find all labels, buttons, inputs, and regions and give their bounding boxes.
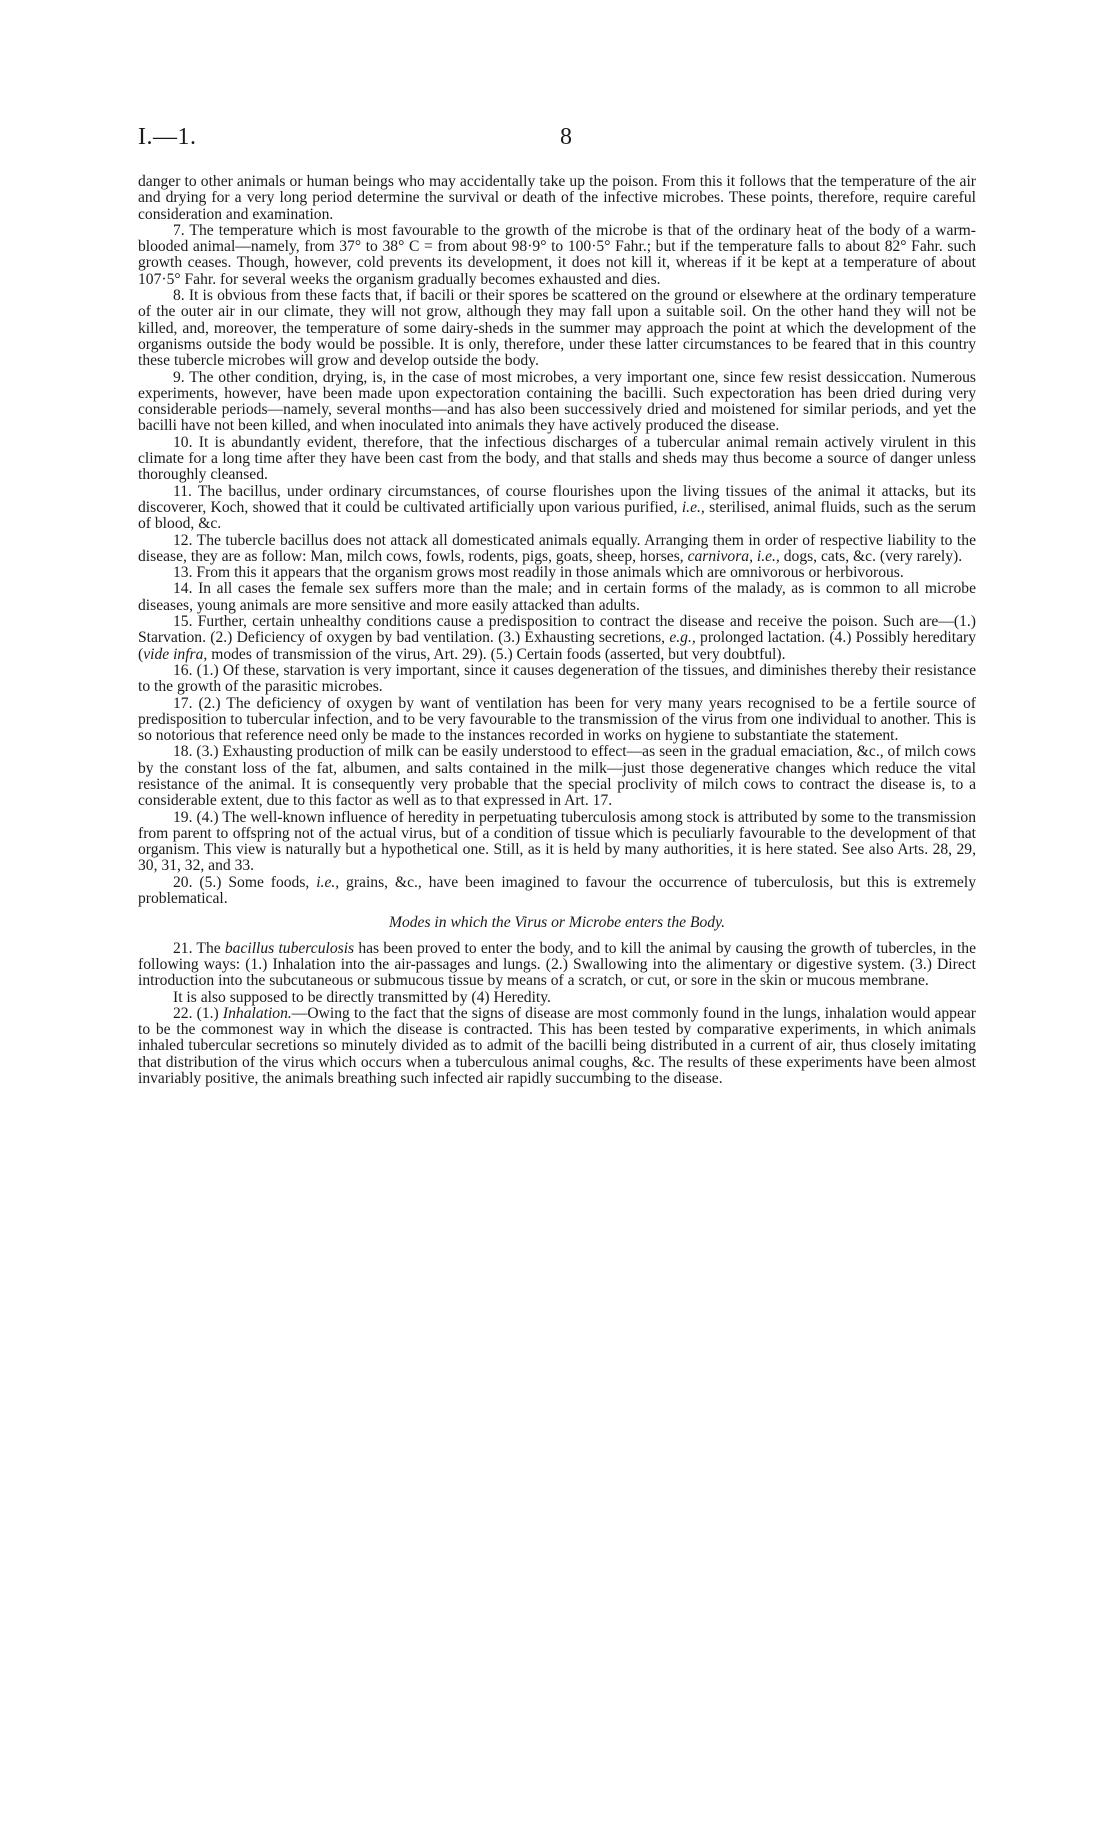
paragraph-12 (138, 533, 976, 566)
paragraph-11 (138, 484, 976, 533)
paragraph-16: 16. (1.) Of these, starvation is very important, since it causes degeneration of the tissues, and diminishes thereby their resistance to the growth of the parasitic microbes. (138, 661, 976, 696)
paragraph-20-text-a: 20. (5.) Some foods, (173, 873, 317, 891)
paragraph-17: 17. (2.) The deficiency of oxygen by want of ventilation has been for very many years recognised to be a fertile source of predisposition to tubercular infection, and to be very favourable to the transmission of the virus from one individual to another. This is so notorious that reference need only be made to the instances recorded in works on hygiene to substantiate the statement. (138, 694, 976, 745)
paragraph-21 (138, 941, 976, 990)
paragraph-7: 7. The temperature which is most favourable to the growth of the microbe is that of the ordinary heat of the body of a warm-blooded animal—namely, from 37° to 38° C = from about 98·9° to 100·5° Fahr.; but if the temperature falls to about 82° Fahr. such growth ceases. Though, however, cold prevents its development, it does not kill it, whereas if it be kept at a temperature of about 107·5° Fahr. for several weeks the organism gradually becomes exhausted and dies. (138, 221, 976, 288)
paragraph-22 (138, 1006, 976, 1087)
document-reference: I.—1. (138, 124, 197, 150)
paragraph-15 (138, 614, 976, 663)
paragraph-12-italic: carnivora, i.e., (687, 547, 780, 565)
paragraph-21-text-a: 21. The (173, 939, 225, 957)
paragraph-11-text-b: sterilised, animal fluids, such as the serum of blood, &c. (138, 498, 976, 533)
paragraph-22-text-b: —Owing to the fact that the signs of disease are most commonly found in the lungs, inhalation would appear to be the commonest way in which the disease is contracted. This has been tested by comparative experiments, in which animals inhaled tubercular secretions so minutely divided as to admit of the bacilli being distributed in a current of air, thus closely imitating that distribution of the virus which occurs when a tuberculous animal coughs, &c. The results of these experiments have been almost invariably positive, the animals breathing such infected air rapidly succumbing to the disease. (138, 1004, 976, 1088)
paragraph-20 (138, 875, 976, 908)
paragraph-18: 18. (3.) Exhausting production of milk can be easily understood to effect—as seen in the gradual emaciation, &c., of milch cows by the constant loss of the fat, albumen, and salts contained in the milk—just those degenerative changes which reduce the vital resistance of the animal. It is consequently very probable that the special proclivity of milch cows to contract the disease is, to a considerable extent, due to this factor as well as to that expressed in Art. 17. (138, 743, 976, 810)
paragraph-22-italic: Inhalation. (222, 1004, 292, 1022)
paragraph-continued: danger to other animals or human beings who may accidentally take up the poison. From this it follows that the temperature of the air and drying for a very long period determine the survival or death of the infective microbes. These points, therefore, require careful consideration and examination. (138, 173, 976, 223)
paragraph-21-italic: bacillus tuberculosis (224, 939, 355, 957)
page-header (138, 124, 976, 164)
paragraph-12-text-b: dogs, cats, &c. (very rarely). (779, 547, 963, 565)
paragraph-15-text-b: prolonged lactation. (4.) Possibly hereditary ( (138, 629, 976, 663)
paragraph-12-text-a: 12. The tubercle bacillus does not attack all domesticated animals equally. Arranging them in order of respective liability to the disease, they are as follow: Man, milch cows, fowls, rodents, pigs, goats, sheep, horses, (138, 531, 976, 565)
paragraph-22-text-a: 22. (1.) (173, 1004, 223, 1022)
paragraph-14: 14. In all cases the female sex suffers more than the male; and in certain forms of the malady, as is common to all microbe diseases, young animals are more sensitive and more easily attacked than adults. (138, 580, 976, 614)
paragraph-21-continued: It is also supposed to be directly transmitted by (4) Heredity. (173, 988, 551, 1006)
body-text (138, 174, 976, 1087)
page-number: 8 (560, 124, 572, 150)
paragraph-20-text-b: grains, &c., have been imagined to favour the occurrence of tuberculosis, but this is extremely problematical. (138, 873, 976, 908)
paragraph-15-text-c: modes of transmission of the virus, Art. 29). (5.) Certain foods (asserted, but very doubtful). (207, 645, 786, 663)
paragraph-21-text-b: has been proved to enter the body, and to kill the animal by causing the growth of tubercles, in the following ways: (1.) Inhalation into the air-passages and lungs. (2.) Swallowing into the alimentary or digestive system. (3.) Direct introduction into the subcutaneous or submucous tissue by means of a scratch, or cut, or sore in the skin or mucous membrane. (138, 939, 976, 990)
section-heading: Modes in which the Virus or Microbe enters the Body. (388, 914, 726, 932)
paragraph-15-italic-2: vide infra, (143, 645, 208, 663)
paragraph-15-italic-1: e.g., (669, 629, 696, 647)
paragraph-10: 10. It is abundantly evident, therefore, that the infectious discharges of a tubercular animal remain actively virulent in this climate for a long time after they have been cast from the body, and that stalls and sheds may thus become a source of danger unless thoroughly cleansed. (138, 433, 976, 484)
paragraph-20-italic: i.e., (316, 873, 340, 891)
paragraph-11-text-a: 11. The bacillus, under ordinary circumstances, of course flourishes upon the living tissues of the animal it attacks, but its discoverer, Koch, showed that it could be cultivated artificially upon various purified, (138, 482, 976, 516)
paragraph-15-text-a: 15. Further, certain unhealthy conditions cause a predisposition to contract the disease and receive the poison. Such are—(1.) Starvation. (2.) Deficiency of oxygen by bad ventilation. (3.) Exhausting secretions, (138, 613, 976, 647)
paragraph-8: 8. It is obvious from these facts that, if bacili or their spores be scattered on the ground or elsewhere at the ordinary temperature of the outer air in our climate, they will not grow, although they may fall upon a suitable soil. On the other hand they will not be killed, and, moreover, the temperature of some dairy-sheds in the summer may approach the point at which the development of the organisms outside the body would be possible. It is only, therefore, under these latter circumstances to be feared that in this country these tubercle microbes will grow and develop outside the body. (138, 287, 976, 370)
paragraph-13: 13. From this it appears that the organism grows most readily in those animals which are omnivorous or herbivorous. (173, 564, 904, 582)
paragraph-11-italic: i.e., (681, 498, 705, 516)
paragraph-19: 19. (4.) The well-known influence of heredity in perpetuating tuberculosis among stock is attributed by some to the transmission from parent to offspring not of the actual virus, but of a condition of tissue which is peculiarly favourable to the development of that organism. This view is naturally but a hypothetical one. Still, as it is held by many authorities, it is here stated. See also Arts. 28, 29, 30, 31, 32, and 33. (138, 808, 976, 875)
paragraph-9: 9. The other condition, drying, is, in the case of most microbes, a very important one, since few resist dessiccation. Numerous experiments, however, have been made upon expectoration containing the bacilli. Such expectoration has been dried during very considerable periods—namely, several months—and has also been successively dried and moistened for similar periods, and yet the bacilli have not been killed, and when inoculated into animals they have actively produced the disease. (138, 368, 976, 435)
